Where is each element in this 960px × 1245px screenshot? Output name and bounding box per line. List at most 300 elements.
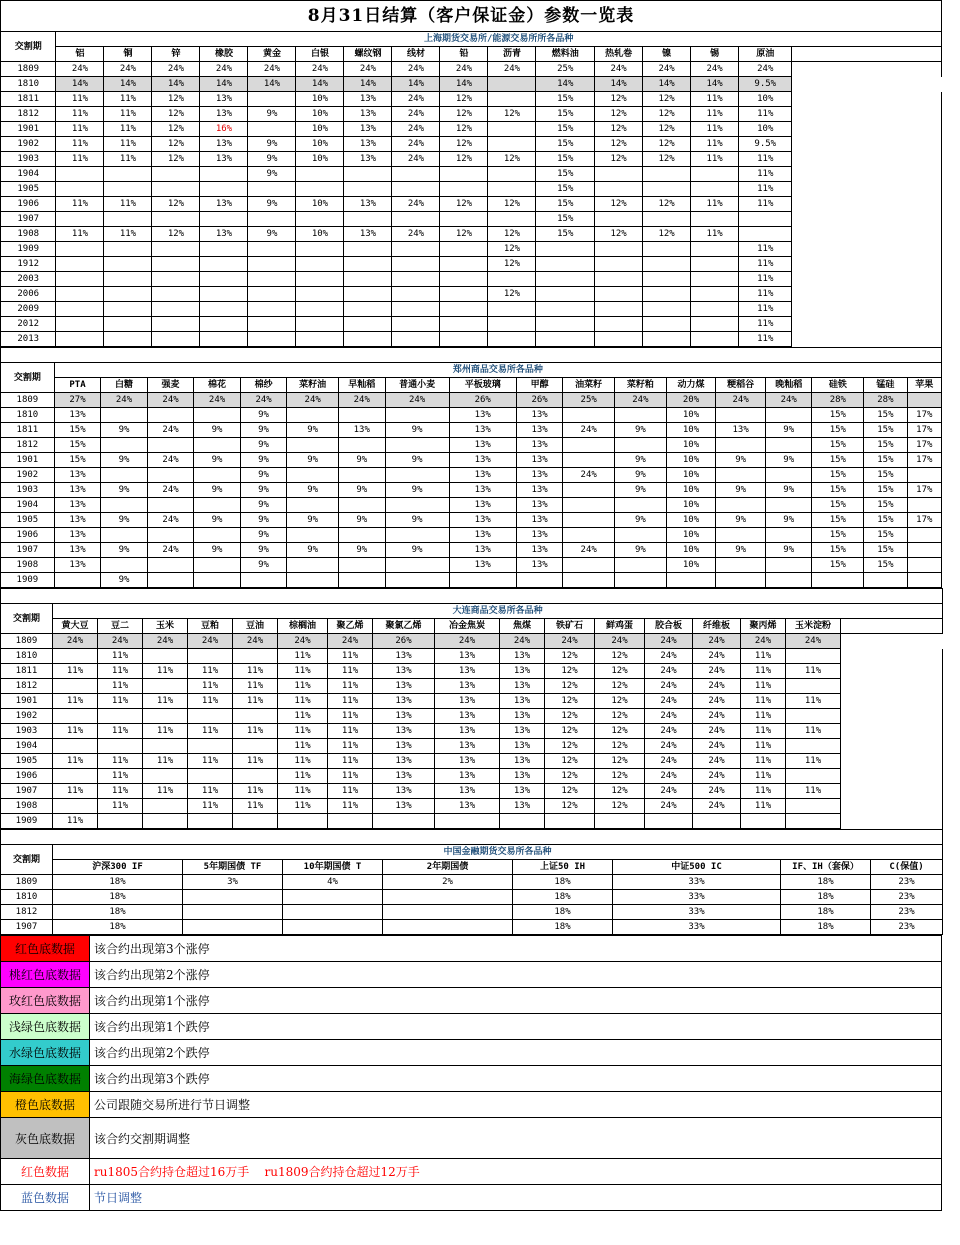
product-name: 焦煤 [500, 619, 545, 634]
product-name: 胶合板 [645, 619, 693, 634]
margin-cell [716, 573, 766, 588]
margin-cell: 11% [741, 754, 786, 769]
margin-cell: 12% [643, 227, 691, 242]
margin-cell: 11% [98, 754, 143, 769]
delivery-month: 1909 [1, 242, 56, 257]
margin-cell: 11% [56, 227, 104, 242]
margin-cell [765, 408, 812, 423]
margin-cell: 24% [200, 62, 248, 77]
margin-cell [344, 332, 392, 347]
margin-cell: 24% [693, 694, 741, 709]
table-row [1, 182, 942, 197]
margin-cell: 24% [147, 423, 194, 438]
margin-cell [536, 287, 595, 302]
margin-cell [104, 317, 152, 332]
margin-cell [595, 317, 643, 332]
margin-cell: 14% [595, 77, 643, 92]
margin-cell: 24% [693, 679, 741, 694]
margin-cell [488, 272, 536, 287]
margin-cell [101, 438, 148, 453]
product-name: 铜 [104, 47, 152, 62]
margin-cell: 11% [786, 664, 841, 679]
margin-cell [278, 814, 328, 829]
table-row [1, 739, 943, 754]
margin-cell: 33% [613, 875, 781, 890]
margin-cell [248, 212, 296, 227]
margin-cell: 11% [53, 754, 98, 769]
margin-cell: 13% [373, 679, 435, 694]
margin-cell: 11% [143, 754, 188, 769]
margin-cell [344, 212, 392, 227]
margin-cell: 9% [101, 423, 148, 438]
margin-cell [248, 242, 296, 257]
margin-cell [383, 920, 513, 935]
margin-cell [152, 287, 200, 302]
legend-row [1, 962, 942, 988]
legend-description: 该合约出现第1个涨停 [90, 988, 942, 1014]
margin-cell: 24% [615, 393, 667, 408]
margin-cell: 9% [248, 227, 296, 242]
margin-cell: 13% [344, 122, 392, 137]
exchange-title: 郑州商品交易所各品种 [54, 363, 941, 378]
margin-cell: 13% [373, 769, 435, 784]
product-name: PTA [54, 378, 101, 393]
margin-cell: 12% [643, 107, 691, 122]
margin-cell: 11% [233, 799, 278, 814]
margin-cell: 24% [152, 62, 200, 77]
margin-cell: 18% [53, 890, 183, 905]
margin-cell [283, 905, 383, 920]
delivery-month: 1912 [1, 257, 56, 272]
margin-cell: 24% [500, 634, 545, 649]
legend-row [1, 1040, 942, 1066]
legend-description: ru1805合约持仓超过16万手 ru1809合约持仓超过12万手 [90, 1159, 942, 1185]
legend-row [1, 1118, 942, 1159]
delivery-month: 2006 [1, 287, 56, 302]
margin-cell [339, 558, 386, 573]
margin-cell: 9% [339, 453, 386, 468]
legend-row [1, 988, 942, 1014]
margin-cell [716, 438, 766, 453]
margin-cell [56, 332, 104, 347]
margin-cell: 13% [716, 423, 766, 438]
margin-cell: 11% [278, 664, 328, 679]
margin-cell: 13% [54, 468, 101, 483]
margin-cell: 24% [392, 107, 440, 122]
delivery-month: 1901 [1, 694, 53, 709]
margin-cell [536, 242, 595, 257]
margin-cell [739, 212, 792, 227]
product-name: 纤维板 [693, 619, 741, 634]
margin-cell: 11% [98, 769, 143, 784]
margin-cell [104, 257, 152, 272]
zhengzhou-table [0, 347, 942, 588]
margin-cell: 11% [143, 664, 188, 679]
margin-cell: 13% [373, 784, 435, 799]
spacer-row [1, 830, 943, 845]
margin-cell [907, 468, 941, 483]
table-row [1, 122, 942, 137]
margin-cell [765, 558, 812, 573]
margin-cell [296, 302, 344, 317]
margin-cell [907, 543, 941, 558]
margin-cell: 12% [545, 664, 595, 679]
margin-cell: 11% [739, 332, 792, 347]
product-name: 棕榈油 [278, 619, 328, 634]
margin-cell [500, 814, 545, 829]
margin-cell: 13% [200, 152, 248, 167]
margin-cell [200, 332, 248, 347]
margin-cell: 9% [615, 483, 667, 498]
margin-cell: 15% [864, 438, 907, 453]
margin-cell: 10% [666, 438, 716, 453]
legend-table [0, 935, 942, 1211]
delivery-month: 1907 [1, 784, 53, 799]
product-name: 豆油 [233, 619, 278, 634]
product-name: 黄大豆 [53, 619, 98, 634]
margin-cell [440, 287, 488, 302]
margin-cell: 11% [741, 769, 786, 784]
margin-cell [691, 182, 739, 197]
table-row [1, 62, 942, 77]
margin-cell: 13% [344, 197, 392, 212]
margin-cell: 14% [643, 77, 691, 92]
margin-cell: 12% [595, 122, 643, 137]
margin-cell [595, 814, 645, 829]
margin-cell [440, 332, 488, 347]
section-header-row [1, 363, 942, 378]
margin-cell: 10% [666, 453, 716, 468]
delivery-month: 1811 [1, 423, 55, 438]
margin-cell: 24% [716, 393, 766, 408]
delivery-month: 1809 [1, 875, 53, 890]
margin-cell [488, 212, 536, 227]
margin-cell [53, 679, 98, 694]
margin-cell: 15% [864, 498, 907, 513]
margin-cell: 12% [488, 152, 536, 167]
margin-cell: 12% [440, 197, 488, 212]
table-row [1, 212, 942, 227]
margin-cell: 24% [563, 468, 615, 483]
margin-cell: 24% [392, 122, 440, 137]
margin-cell: 11% [328, 739, 373, 754]
margin-cell: 24% [645, 799, 693, 814]
table-row [1, 754, 943, 769]
margin-cell [194, 558, 241, 573]
margin-cell [392, 272, 440, 287]
product-name: 上证50 IH [513, 860, 613, 875]
margin-cell: 12% [545, 694, 595, 709]
margin-cell [392, 302, 440, 317]
margin-cell: 11% [739, 152, 792, 167]
margin-cell: 24% [392, 62, 440, 77]
product-name: 原油 [739, 47, 792, 62]
margin-cell [339, 408, 386, 423]
row-header-label: 交割期 [1, 363, 55, 393]
product-name: 锡 [691, 47, 739, 62]
margin-cell: 24% [147, 393, 194, 408]
margin-cell: 11% [98, 694, 143, 709]
margin-cell: 11% [741, 694, 786, 709]
product-name: 线材 [392, 47, 440, 62]
legend-swatch: 红色底数据 [1, 936, 90, 962]
margin-cell [536, 272, 595, 287]
margin-cell [440, 302, 488, 317]
product-name: 沥青 [488, 47, 536, 62]
margin-cell: 24% [645, 694, 693, 709]
margin-cell [643, 332, 691, 347]
margin-cell: 11% [98, 679, 143, 694]
margin-cell: 12% [595, 137, 643, 152]
margin-cell: 24% [645, 724, 693, 739]
margin-cell [643, 287, 691, 302]
product-name: 螺纹钢 [344, 47, 392, 62]
margin-cell: 25% [536, 62, 595, 77]
margin-cell: 15% [536, 152, 595, 167]
margin-cell: 23% [871, 905, 943, 920]
product-header-row [1, 619, 943, 634]
delivery-month: 1907 [1, 920, 53, 935]
margin-cell [152, 182, 200, 197]
table-row [1, 197, 942, 212]
margin-cell: 12% [643, 197, 691, 212]
margin-cell: 11% [328, 754, 373, 769]
margin-cell: 24% [56, 62, 104, 77]
margin-cell [296, 182, 344, 197]
margin-cell: 13% [435, 709, 500, 724]
margin-cell: 11% [233, 784, 278, 799]
margin-cell [344, 182, 392, 197]
margin-cell: 10% [666, 513, 716, 528]
margin-cell: 15% [54, 423, 101, 438]
margin-cell: 12% [545, 754, 595, 769]
margin-cell [339, 438, 386, 453]
margin-cell: 13% [449, 513, 516, 528]
margin-cell: 24% [147, 453, 194, 468]
margin-cell [643, 167, 691, 182]
margin-cell: 10% [666, 543, 716, 558]
margin-cell: 13% [435, 649, 500, 664]
margin-cell [152, 332, 200, 347]
margin-cell: 24% [645, 769, 693, 784]
margin-cell [536, 317, 595, 332]
margin-cell [645, 814, 693, 829]
margin-cell: 11% [739, 197, 792, 212]
margin-cell: 11% [278, 649, 328, 664]
margin-cell [344, 302, 392, 317]
margin-cell: 24% [741, 634, 786, 649]
margin-cell [296, 242, 344, 257]
delivery-month: 1905 [1, 513, 55, 528]
margin-cell: 9% [194, 513, 241, 528]
margin-cell: 11% [278, 724, 328, 739]
margin-cell [615, 498, 667, 513]
margin-cell: 11% [188, 754, 233, 769]
margin-cell: 24% [645, 739, 693, 754]
legend-swatch: 玫红色底数据 [1, 988, 90, 1014]
margin-cell: 17% [907, 453, 941, 468]
margin-cell: 13% [449, 528, 516, 543]
margin-cell [615, 573, 667, 588]
margin-cell: 24% [693, 799, 741, 814]
margin-cell: 9% [385, 423, 449, 438]
product-name: 鲜鸡蛋 [595, 619, 645, 634]
delivery-month: 1811 [1, 92, 56, 107]
margin-cell [563, 498, 615, 513]
margin-cell [152, 242, 200, 257]
margin-cell [385, 528, 449, 543]
margin-cell: 15% [536, 227, 595, 242]
margin-cell: 13% [435, 724, 500, 739]
margin-cell: 12% [595, 754, 645, 769]
margin-cell: 9.5% [739, 77, 792, 92]
margin-cell: 12% [488, 287, 536, 302]
table-row [1, 242, 942, 257]
margin-cell: 18% [53, 905, 183, 920]
margin-cell: 9% [385, 453, 449, 468]
product-name: 苹果 [907, 378, 941, 393]
margin-cell: 11% [741, 739, 786, 754]
margin-cell [287, 498, 339, 513]
margin-cell [383, 890, 513, 905]
delivery-month: 1904 [1, 498, 55, 513]
margin-cell [200, 212, 248, 227]
margin-cell [765, 438, 812, 453]
margin-cell: 33% [613, 905, 781, 920]
margin-cell: 13% [516, 438, 563, 453]
table-row [1, 227, 942, 242]
margin-cell: 13% [500, 679, 545, 694]
table-row [1, 679, 943, 694]
section-header-row [1, 32, 942, 47]
margin-cell [104, 332, 152, 347]
margin-cell: 9% [240, 483, 287, 498]
margin-cell: 11% [53, 694, 98, 709]
margin-cell: 15% [536, 212, 595, 227]
table-row [1, 137, 942, 152]
product-name: 聚丙烯 [741, 619, 786, 634]
table-row [1, 784, 943, 799]
margin-cell: 11% [53, 664, 98, 679]
margin-cell: 24% [595, 62, 643, 77]
legend-swatch: 浅绿色底数据 [1, 1014, 90, 1040]
delivery-month: 1903 [1, 724, 53, 739]
margin-cell [392, 287, 440, 302]
margin-cell [440, 257, 488, 272]
margin-cell: 24% [786, 634, 841, 649]
table-row [1, 107, 942, 122]
margin-cell: 26% [373, 634, 435, 649]
table-row [1, 528, 942, 543]
margin-cell: 15% [812, 438, 864, 453]
legend-row [1, 1185, 942, 1211]
margin-cell [152, 257, 200, 272]
legend-description: 该合约出现第1个跌停 [90, 1014, 942, 1040]
margin-cell: 20% [666, 393, 716, 408]
margin-cell: 15% [812, 408, 864, 423]
margin-cell: 24% [53, 634, 98, 649]
margin-cell: 9% [385, 513, 449, 528]
table-row [1, 152, 942, 167]
table-row [1, 649, 943, 664]
margin-cell [104, 287, 152, 302]
margin-cell: 9% [765, 513, 812, 528]
margin-cell [488, 122, 536, 137]
page-title: 8月31日结算（客户保证金）参数一览表 [0, 0, 942, 31]
margin-cell: 24% [287, 393, 339, 408]
margin-cell: 26% [449, 393, 516, 408]
margin-cell [615, 528, 667, 543]
margin-cell [545, 814, 595, 829]
margin-cell: 12% [595, 694, 645, 709]
product-name: 黄金 [248, 47, 296, 62]
margin-cell [385, 573, 449, 588]
margin-cell [691, 257, 739, 272]
margin-cell: 9% [240, 513, 287, 528]
margin-cell: 3% [183, 875, 283, 890]
margin-cell [595, 332, 643, 347]
delivery-month: 1901 [1, 122, 56, 137]
spacer-row [1, 589, 943, 604]
margin-cell: 11% [233, 679, 278, 694]
margin-cell: 11% [739, 257, 792, 272]
margin-cell: 13% [200, 197, 248, 212]
margin-cell [563, 408, 615, 423]
margin-cell: 13% [500, 709, 545, 724]
table-row [1, 92, 942, 107]
margin-cell: 11% [786, 694, 841, 709]
margin-cell [152, 212, 200, 227]
margin-cell [101, 498, 148, 513]
margin-cell [152, 272, 200, 287]
margin-cell: 18% [513, 905, 613, 920]
margin-cell [373, 814, 435, 829]
margin-cell [143, 739, 188, 754]
product-header-row [1, 47, 942, 62]
margin-cell [200, 287, 248, 302]
margin-cell: 13% [500, 664, 545, 679]
margin-cell [563, 483, 615, 498]
margin-cell [296, 287, 344, 302]
delivery-month: 1904 [1, 739, 53, 754]
margin-cell: 11% [328, 679, 373, 694]
table-row [1, 543, 942, 558]
product-name: 晚籼稻 [765, 378, 812, 393]
margin-cell: 16% [200, 122, 248, 137]
margin-cell: 9% [287, 423, 339, 438]
margin-cell: 13% [54, 558, 101, 573]
margin-cell [98, 739, 143, 754]
margin-cell [56, 302, 104, 317]
margin-cell: 12% [595, 724, 645, 739]
margin-cell: 13% [373, 694, 435, 709]
delivery-month: 1903 [1, 152, 56, 167]
margin-cell [765, 528, 812, 543]
margin-cell [233, 814, 278, 829]
margin-cell: 11% [741, 799, 786, 814]
margin-cell: 15% [536, 167, 595, 182]
margin-cell: 24% [643, 62, 691, 77]
legend-description: 该合约出现第2个涨停 [90, 962, 942, 988]
margin-cell: 13% [200, 227, 248, 242]
margin-cell: 24% [563, 423, 615, 438]
margin-cell: 9% [765, 453, 812, 468]
margin-cell [392, 182, 440, 197]
margin-cell: 24% [147, 483, 194, 498]
margin-cell: 11% [328, 694, 373, 709]
margin-cell: 15% [864, 528, 907, 543]
margin-cell: 11% [278, 739, 328, 754]
